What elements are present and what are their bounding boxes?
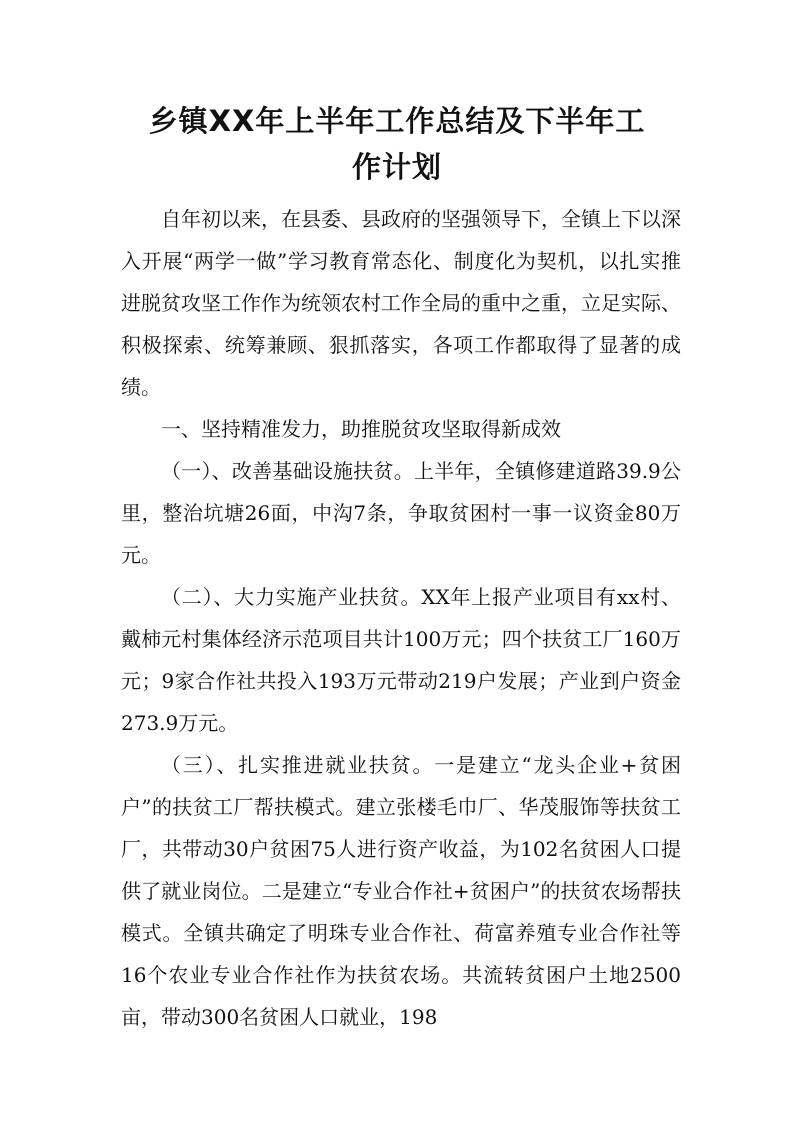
paragraph-employment: （三）、扎实推进就业扶贫。一是建立“龙头企业+贫困户”的扶贫工厂帮扶模式。建立张楼毛巾厂、华茂服饰等扶贫工厂，共带动30户贫困75人进行资产收益，为102名贫困人口提供了就业岗位。二是建立“专业合作社+贫困户”的扶贫农场帮扶模式。全镇共确定了明珠专业合作社、荷富养殖专业合作社等16个农业专业合作社作为扶贫农场。共流转贫困户土地2500亩，带动300名贫困人口就业，198 <box>121 753 681 1029</box>
document-title-line-1: 乡镇XX年上半年工作总结及下半年工 <box>148 104 646 138</box>
paragraph-infrastructure: （一）、改善基础设施扶贫。上半年，全镇修建道路39.9公里，整治坑塘26面，中沟7条，争取贫困村一事一议资金80万元。 <box>121 459 681 567</box>
document-body <box>121 198 681 1038</box>
section-heading-1: 一、坚持精准发力，助推脱贫攻坚取得新成效 <box>161 417 561 441</box>
paragraph-intro: 自年初以来，在县委、县政府的坚强领导下，全镇上下以深入开展“两学一做”学习教育常态化、制度化为契机，以扎实推进脱贫攻坚工作作为统领农村工作全局的重中之重，立足实际、积极探索、统筹兼顾、狠抓落实，各项工作都取得了显著的成绩。 <box>121 207 681 399</box>
paragraph-industry: （二）、大力实施产业扶贫。XX年上报产业项目有xx村、戴柿元村集体经济示范项目共计100万元；四个扶贫工厂160万元；9家合作社共投入193万元带动219户发展；产业到户资金273.9万元。 <box>121 585 681 735</box>
document-title-line-2: 作计划 <box>351 150 442 184</box>
